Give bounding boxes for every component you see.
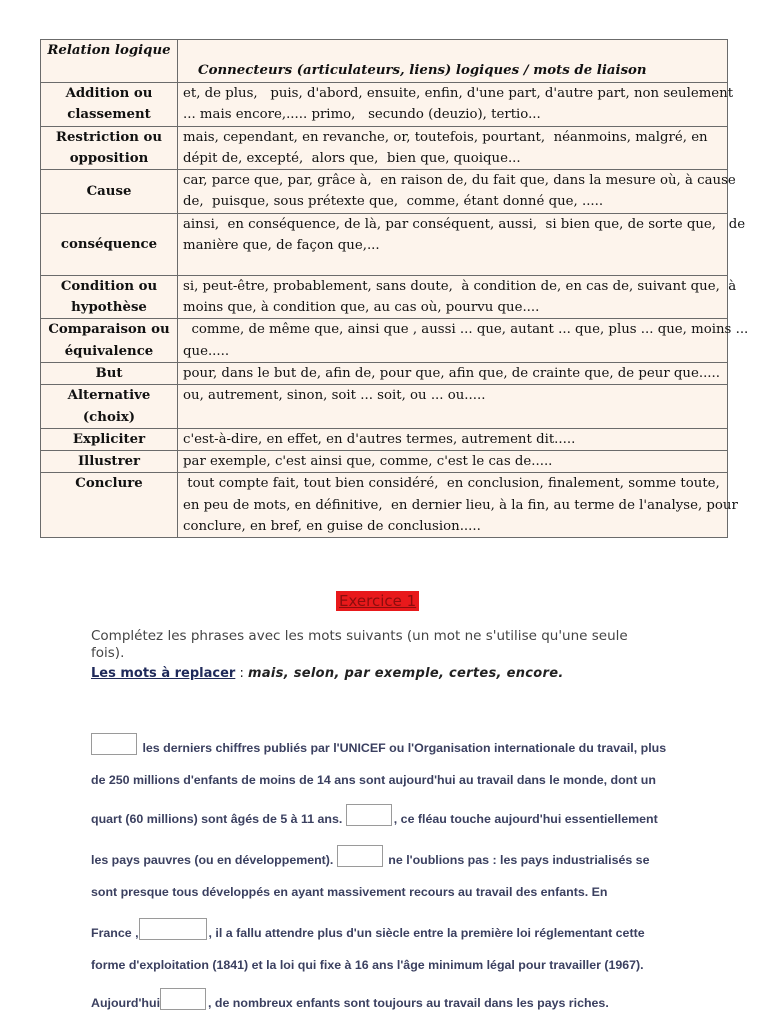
table-row: [41, 385, 728, 429]
relation-cell: Restriction ou opposition: [41, 126, 178, 170]
text-line: [91, 885, 607, 899]
table-row: [41, 275, 728, 319]
connectors-line: mais, cependant, en revanche, or, toutefois, pourtant, néanmoins, malgré, en: [183, 129, 708, 145]
connectors-line: c'est-à-dire, en effet, en d'autres termes, autrement dit.....: [183, 431, 576, 447]
relation-cell: Alternative (choix): [41, 385, 178, 429]
text-line: [91, 773, 656, 787]
relation-cell: Cause: [41, 170, 178, 214]
words-separator: :: [235, 666, 248, 681]
connectors-line: pour, dans le but de, afin de, pour que, afin que, de crainte que, de peur que.....: [183, 365, 720, 381]
answer-blank-1[interactable]: [91, 733, 137, 755]
answer-blank-5[interactable]: [160, 988, 206, 1010]
relation-cell: Comparaison ou équivalence: [41, 319, 178, 363]
header-relation: Relation logique: [41, 40, 178, 83]
text-line: [91, 733, 666, 755]
connectors-cell: [178, 83, 734, 127]
table-row: [41, 170, 728, 214]
text-segment: de 250 millions d'enfants de moins de 14 ans sont aujourd'hui au travail dans le monde, dont un: [91, 773, 656, 787]
connectors-line: car, parce que, par, grâce à, en raison de, du fait que, dans la mesure où, à cause: [183, 173, 736, 189]
connectors-line: de, puisque, sous prétexte que, comme, étant donné que, .....: [183, 194, 604, 210]
answer-blank-2[interactable]: [346, 804, 392, 826]
connectors-line: manière que, de façon que,...: [183, 238, 380, 254]
text-line: [91, 845, 649, 867]
connectors-cell: [178, 213, 746, 275]
connectors-line: ou, autrement, sinon, soit ... soit, ou ... ou.....: [183, 388, 486, 404]
text-segment: France ,: [91, 926, 139, 940]
connectors-line: ainsi, en conséquence, de là, par conséquent, aussi, si bien que, de sorte que, de: [183, 216, 746, 232]
connectors-line: en peu de mots, en définitive, en dernier lieu, à la fin, au terme de l'analyse, pour: [183, 497, 738, 513]
text-segment: Aujourd'hui: [91, 996, 161, 1010]
connectors-cell: [178, 428, 728, 450]
table-row: [41, 126, 728, 170]
text-segment: quart (60 millions) sont âgés de 5 à 11 ans.: [91, 812, 343, 826]
connectors-cell: [178, 362, 728, 384]
text-segment: , de nombreux enfants sont toujours au travail dans les pays riches.: [208, 996, 609, 1010]
answer-blank-4[interactable]: [139, 918, 207, 940]
answer-blank-3[interactable]: [337, 845, 383, 867]
connectors-cell: [178, 473, 738, 538]
connectors-line: tout compte fait, tout bien considéré, en conclusion, finalement, somme toute,: [183, 476, 720, 492]
text-segment: , ce fléau touche aujourd'hui essentiellement: [393, 812, 658, 826]
connectors-line: comme, de même que, ainsi que , aussi ... que, autant ... que, plus ... que, moins ...: [183, 322, 749, 338]
table-row: [41, 362, 728, 384]
exercise-title: Exercice 1: [336, 591, 419, 611]
table-row: [41, 428, 728, 450]
connectors-cell: [178, 451, 728, 473]
table-row: [41, 473, 728, 538]
exercise-instruction: Complétez les phrases avec les mots suivants (un mot ne s'utilise qu'une seule fois).: [91, 628, 628, 661]
header-connectors: Connecteurs (articulateurs, liens) logiques / mots de liaison: [178, 40, 728, 83]
words-list: mais, selon, par exemple, certes, encore.: [247, 666, 564, 681]
table-row: [41, 451, 728, 473]
text-line: [91, 918, 645, 940]
connectors-line: par exemple, c'est ainsi que, comme, c'est le cas de.....: [183, 454, 553, 470]
text-segment: ne l'oublions pas : les pays industrialisés se: [388, 853, 650, 867]
connectors-cell: [178, 385, 728, 429]
words-label: Les mots à replacer: [91, 666, 236, 681]
text-segment: sont presque tous développés en ayant massivement recours au travail des enfants. En: [91, 885, 608, 899]
connectors-line: que.....: [183, 343, 230, 359]
text-line: [91, 958, 644, 972]
connectors-cell: [178, 319, 749, 363]
table-row: [41, 213, 728, 275]
connectors-cell: [178, 275, 737, 319]
connectors-line: moins que, à condition que, au cas où, pourvu que....: [183, 300, 540, 316]
text-segment: , il a fallu attendre plus d'un siècle entre la première loi réglementant cette: [208, 926, 645, 940]
text-line: [91, 804, 658, 826]
text-segment: les derniers chiffres publiés par l'UNICEF ou l'Organisation internationale du travail, plus: [142, 741, 667, 755]
table-row: [41, 83, 728, 127]
text-line: [91, 988, 609, 1010]
relation-cell: conséquence: [41, 213, 178, 275]
connectors-line: conclure, en bref, en guise de conclusion.....: [183, 519, 481, 535]
words-to-place: [91, 666, 564, 681]
table-header-row: [41, 40, 728, 83]
relation-cell: Conclure: [41, 473, 178, 538]
relation-cell: But: [41, 362, 178, 384]
text-segment: les pays pauvres (ou en développement).: [91, 853, 334, 867]
connectors-cell: [178, 126, 728, 170]
table-row: [41, 319, 728, 363]
connectors-line: si, peut-être, probablement, sans doute, à condition de, en cas de, suivant que, à: [183, 278, 737, 294]
connectors-line: ... mais encore,..... primo, secundo (deuzio), tertio...: [183, 107, 541, 123]
connectors-line: dépit de, excepté, alors que, bien que, quoique...: [183, 150, 521, 166]
relation-cell: Addition ou classement: [41, 83, 178, 127]
connectors-table: [40, 39, 749, 538]
connectors-line: et, de plus, puis, d'abord, ensuite, enfin, d'une part, d'autre part, non seulement: [183, 86, 734, 101]
relation-cell: Illustrer: [41, 451, 178, 473]
text-segment: forme d'exploitation (1841) et la loi qui fixe à 16 ans l'âge minimum légal pour travailler (1967).: [91, 958, 644, 972]
connectors-cell: [178, 170, 736, 214]
relation-cell: Expliciter: [41, 428, 178, 450]
relation-cell: Condition ou hypothèse: [41, 275, 178, 319]
